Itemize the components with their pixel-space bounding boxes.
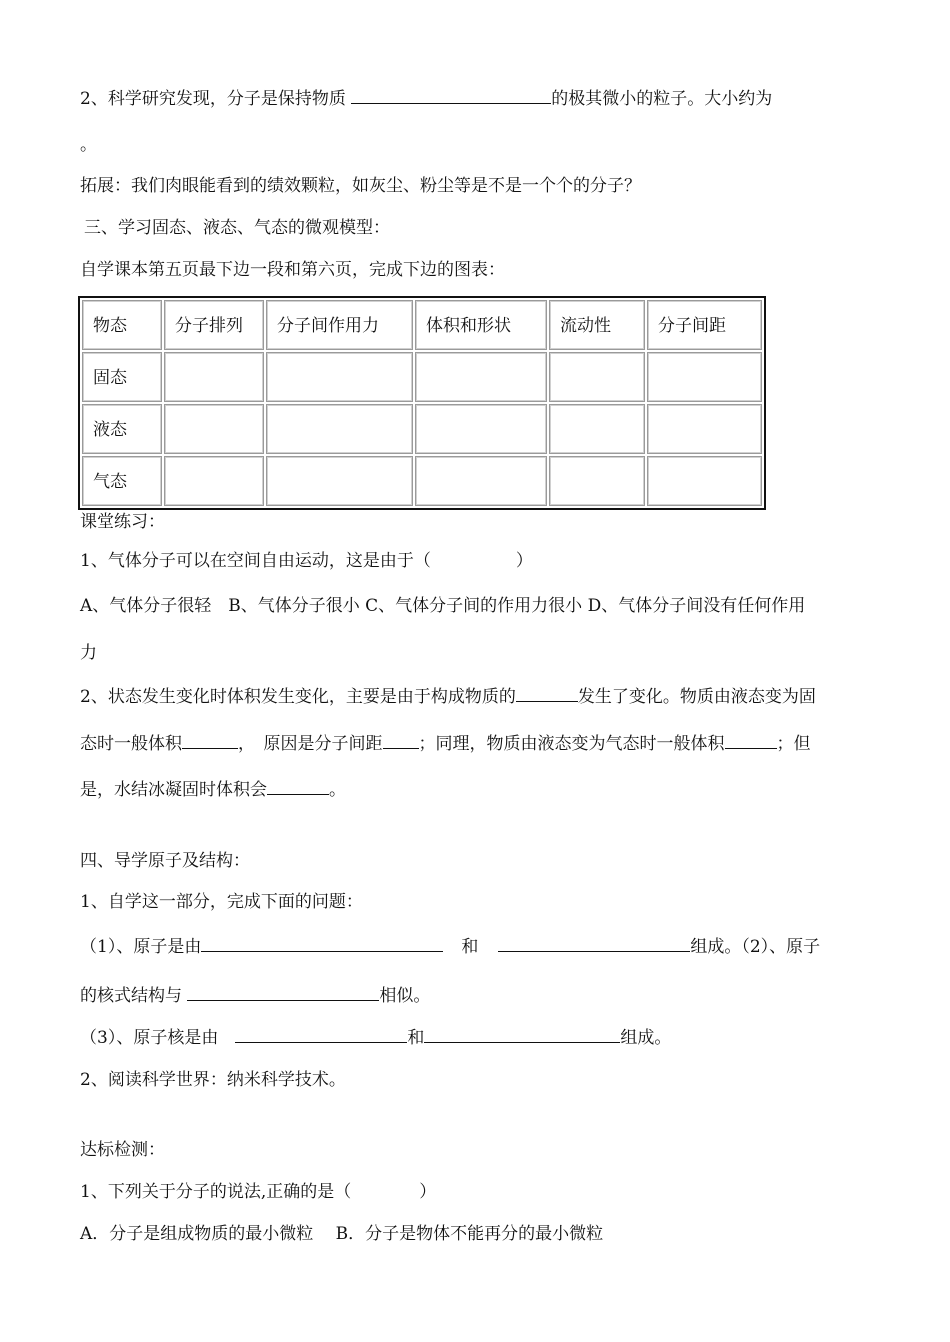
table-cell[interactable]: [164, 456, 264, 506]
q2-blank[interactable]: [351, 86, 551, 104]
practice-q2-line3: 是，水结冰凝固时体积会 。: [80, 777, 346, 801]
table-row: [82, 456, 762, 506]
q2-line: 2、科学研究发现，分子是保持物质 的极其微小的粒子。大小约为: [80, 86, 772, 110]
header-cell: 流动性: [549, 300, 645, 350]
table-cell[interactable]: [266, 404, 413, 454]
table-header-row: [82, 300, 762, 350]
table-cell[interactable]: [164, 404, 264, 454]
test-title: 达标检测：: [80, 1140, 165, 1160]
blank[interactable]: [424, 1025, 620, 1043]
row-label: 固态: [82, 352, 162, 402]
blank[interactable]: [235, 1025, 407, 1043]
header-cell: 分子排列: [164, 300, 264, 350]
blank[interactable]: [182, 731, 238, 749]
header-cell: 物态: [82, 300, 162, 350]
row-label: 液态: [82, 404, 162, 454]
header-cell: 分子间作用力: [266, 300, 413, 350]
header-cell: 分子间距: [647, 300, 762, 350]
table-cell[interactable]: [647, 456, 762, 506]
section4-q2: 2、阅读科学世界：纳米科学技术。: [80, 1070, 346, 1090]
blank[interactable]: [267, 777, 329, 795]
table-row: [82, 352, 762, 402]
table-cell[interactable]: [549, 456, 645, 506]
section4-q1: 1、自学这一部分，完成下面的问题：: [80, 892, 363, 912]
table-cell[interactable]: [549, 352, 645, 402]
practice-q1: 1、气体分子可以在空间自由运动，这是由于（ ）: [80, 551, 533, 571]
table-cell[interactable]: [415, 404, 547, 454]
section4-line2: 的核式结构与 相似。: [80, 983, 430, 1007]
practice-q2-line1: 2、状态发生变化时体积发生变化，主要是由于构成物质的 发生了变化。物质由液态变为固: [80, 684, 816, 708]
q2-end: 。: [80, 135, 97, 155]
blank[interactable]: [498, 934, 690, 952]
instruction-text: 自学课本第五页最下边一段和第六页，完成下边的图表：: [80, 260, 505, 280]
section4-title: 四、导学原子及结构：: [80, 851, 250, 871]
table-cell[interactable]: [164, 352, 264, 402]
table-cell[interactable]: [549, 404, 645, 454]
blank[interactable]: [516, 684, 578, 702]
practice-title: 课堂练习：: [80, 512, 165, 532]
section4-line3: （3）、原子核是由 和 组成。: [80, 1025, 671, 1049]
blank[interactable]: [383, 731, 419, 749]
practice-q1-options-cont: 力: [80, 643, 97, 663]
table-cell[interactable]: [415, 456, 547, 506]
blank[interactable]: [187, 983, 379, 1001]
states-table: [78, 296, 766, 510]
section3-title: 三、学习固态、液态、气态的微观模型：: [84, 218, 390, 238]
practice-q1-options: A、气体分子很轻 B、气体分子很小 C、气体分子间的作用力很小 D、气体分子间没有任何作用: [80, 596, 806, 616]
section4-line1: （1）、原子是由 和 组成。（2）、原子: [80, 934, 820, 958]
practice-q2-line2: 态时一般体积 ， 原因是分子间距 ；同理，物质由液态变为气态时一般体积 ；但: [80, 731, 811, 755]
table-cell[interactable]: [647, 404, 762, 454]
header-cell: 体积和形状: [415, 300, 547, 350]
table-row: [82, 404, 762, 454]
table-cell[interactable]: [266, 352, 413, 402]
test-q1: 1、下列关于分子的说法,正确的是（ ）: [80, 1182, 437, 1202]
table-cell[interactable]: [415, 352, 547, 402]
blank[interactable]: [201, 934, 443, 952]
table-cell[interactable]: [266, 456, 413, 506]
test-q1-options: A．分子是组成物质的最小微粒 B．分子是物体不能再分的最小微粒: [80, 1224, 604, 1244]
table-cell[interactable]: [647, 352, 762, 402]
blank[interactable]: [725, 731, 777, 749]
row-label: 气态: [82, 456, 162, 506]
extension-text: 拓展：我们肉眼能看到的绩效颗粒，如灰尘、粉尘等是不是一个个的分子？: [80, 176, 641, 196]
